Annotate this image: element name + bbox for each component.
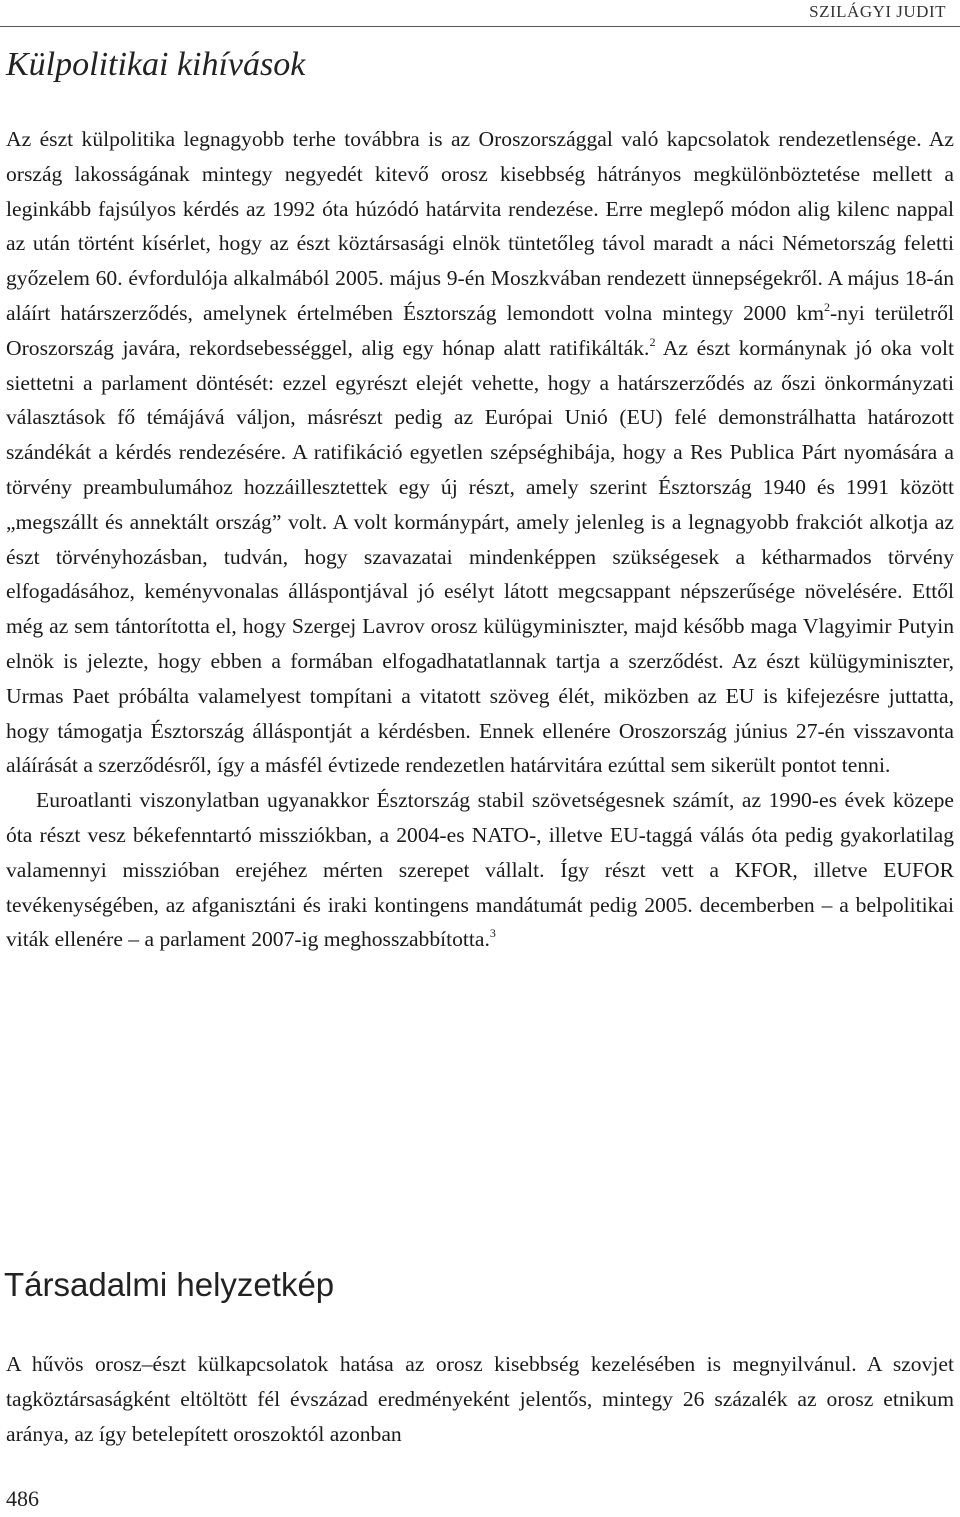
footnote-ref-2[interactable]: 2 <box>649 334 656 349</box>
paragraph-text: Az észt kormánynak jó oka volt siettetni a parlament döntését: ezzel egyrészt elejét vehette, hogy a határszerződés az őszi önkormányzati választások fő témájává váljon, másrészt pedig az Európai Unió (EU) felé demonstrálhatta határozott szándékát a kérdés rendezésére. A ratifikáció egyetlen szépséghibája, hogy a Res Publica Párt nyomására a törvény preambulumához hozzáillesztettek egy új részt, amely szerint Észtország 1940 és 1991 között „megszállt és annektált ország” volt. A volt kormánypárt, amely jelenleg is a legnagyobb frakciót alkotja az észt törvényhozásban, tudván, hogy szavazatai mindenképpen szükségesek a kétharmados törvény elfogadásához, keményvonalas álláspontjával jó esélyt látott megcsappant népszerűsége növelésére. Ettől még az sem tántorította el, hogy Szergej Lavrov orosz külügyminiszter, majd később maga Vlagyimir Putyin elnök is jelezte, hogy ebben a formában elfogadhatatlannak tartja a szerződést. Az észt külügyminiszter, Urmas Paet próbálta valamelyest tompítani a vitatott szöveg élét, miközben az EU is kifejezésre juttatta, hogy támogatja Észtország álláspontját a kérdésben. Ennek ellenére Oroszország június 27-én visszavonta aláírását a szerződésről, így a másfél évtizede rendezetlen határvitára ezúttal sem sikerült pontot tenni. <box>6 335 955 778</box>
section-heading: Társadalmi helyzetkép <box>4 1266 335 1303</box>
section-title: Külpolitikai kihívások <box>6 46 306 83</box>
page-number: 486 <box>6 1486 39 1511</box>
footnote-ref-3[interactable]: 3 <box>489 926 496 941</box>
paragraph-border-dispute <box>6 122 954 783</box>
paragraph-text: -nyi területről Oroszország javára, rekordsebességgel, alig egy hónap alatt ratifikálták. <box>6 300 954 360</box>
section-body-2 <box>6 1347 954 1451</box>
section-body <box>6 122 954 957</box>
paragraph-text: Euroatlanti viszonylatban ugyanakkor Észtország stabil szövetségesnek számít, az 1990-es évek közepe óta részt vesz békefenntartó missziókban, a 2004-es NATO-, illetve EU-taggá válás óta pedig gyakorlatilag valamennyi misszióban erejéhez mérten szerepet vállalt. Így részt vett a KFOR, illetve EUFOR tevékenységében, az afganisztáni és iraki kontingens mandátumát pedig 2005. decemberben – a belpolitikai viták ellenére – a parlament 2007-ig meghosszabbította. <box>6 788 954 952</box>
superscript-squared: 2 <box>823 299 830 314</box>
paragraph-text: Az észt külpolitika legnagyobb terhe továbbra is az Oroszországgal való kapcsolatok rendezetlensége. Az ország lakosságának mintegy negyedét kitevő orosz kisebbség hátrányos megkülönböztetése mellett a leginkább fajsúlyos kérdés az 1992 óta húzódó határvita rendezése. Erre meglepő módon alig kilenc nappal az után történt kísérlet, hogy az észt köztársasági elnök tüntetőleg távol maradt a náci Németország feletti győzelem 60. évfordulója alkalmából 2005. május 9-én Moszkvában rendezett ünnepségekről. A május 18-án aláírt határszerződés, amelynek értelmében Észtország lemondott volna mintegy 2000 km <box>6 127 954 325</box>
running-head: SZILÁGYI JUDIT <box>809 2 946 21</box>
header-rule <box>0 26 960 27</box>
paragraph-social: A hűvös orosz–észt külkapcsolatok hatása az orosz kisebbség kezelésében is megnyilvánul. A szovjet tagköztársaságként eltöltött fél évszázad eredményeként jelentős, mintegy 26 százalék az orosz etnikum aránya, az így betelepített oroszoktól azonban <box>6 1352 954 1446</box>
paragraph-euroatlantic <box>6 783 954 957</box>
